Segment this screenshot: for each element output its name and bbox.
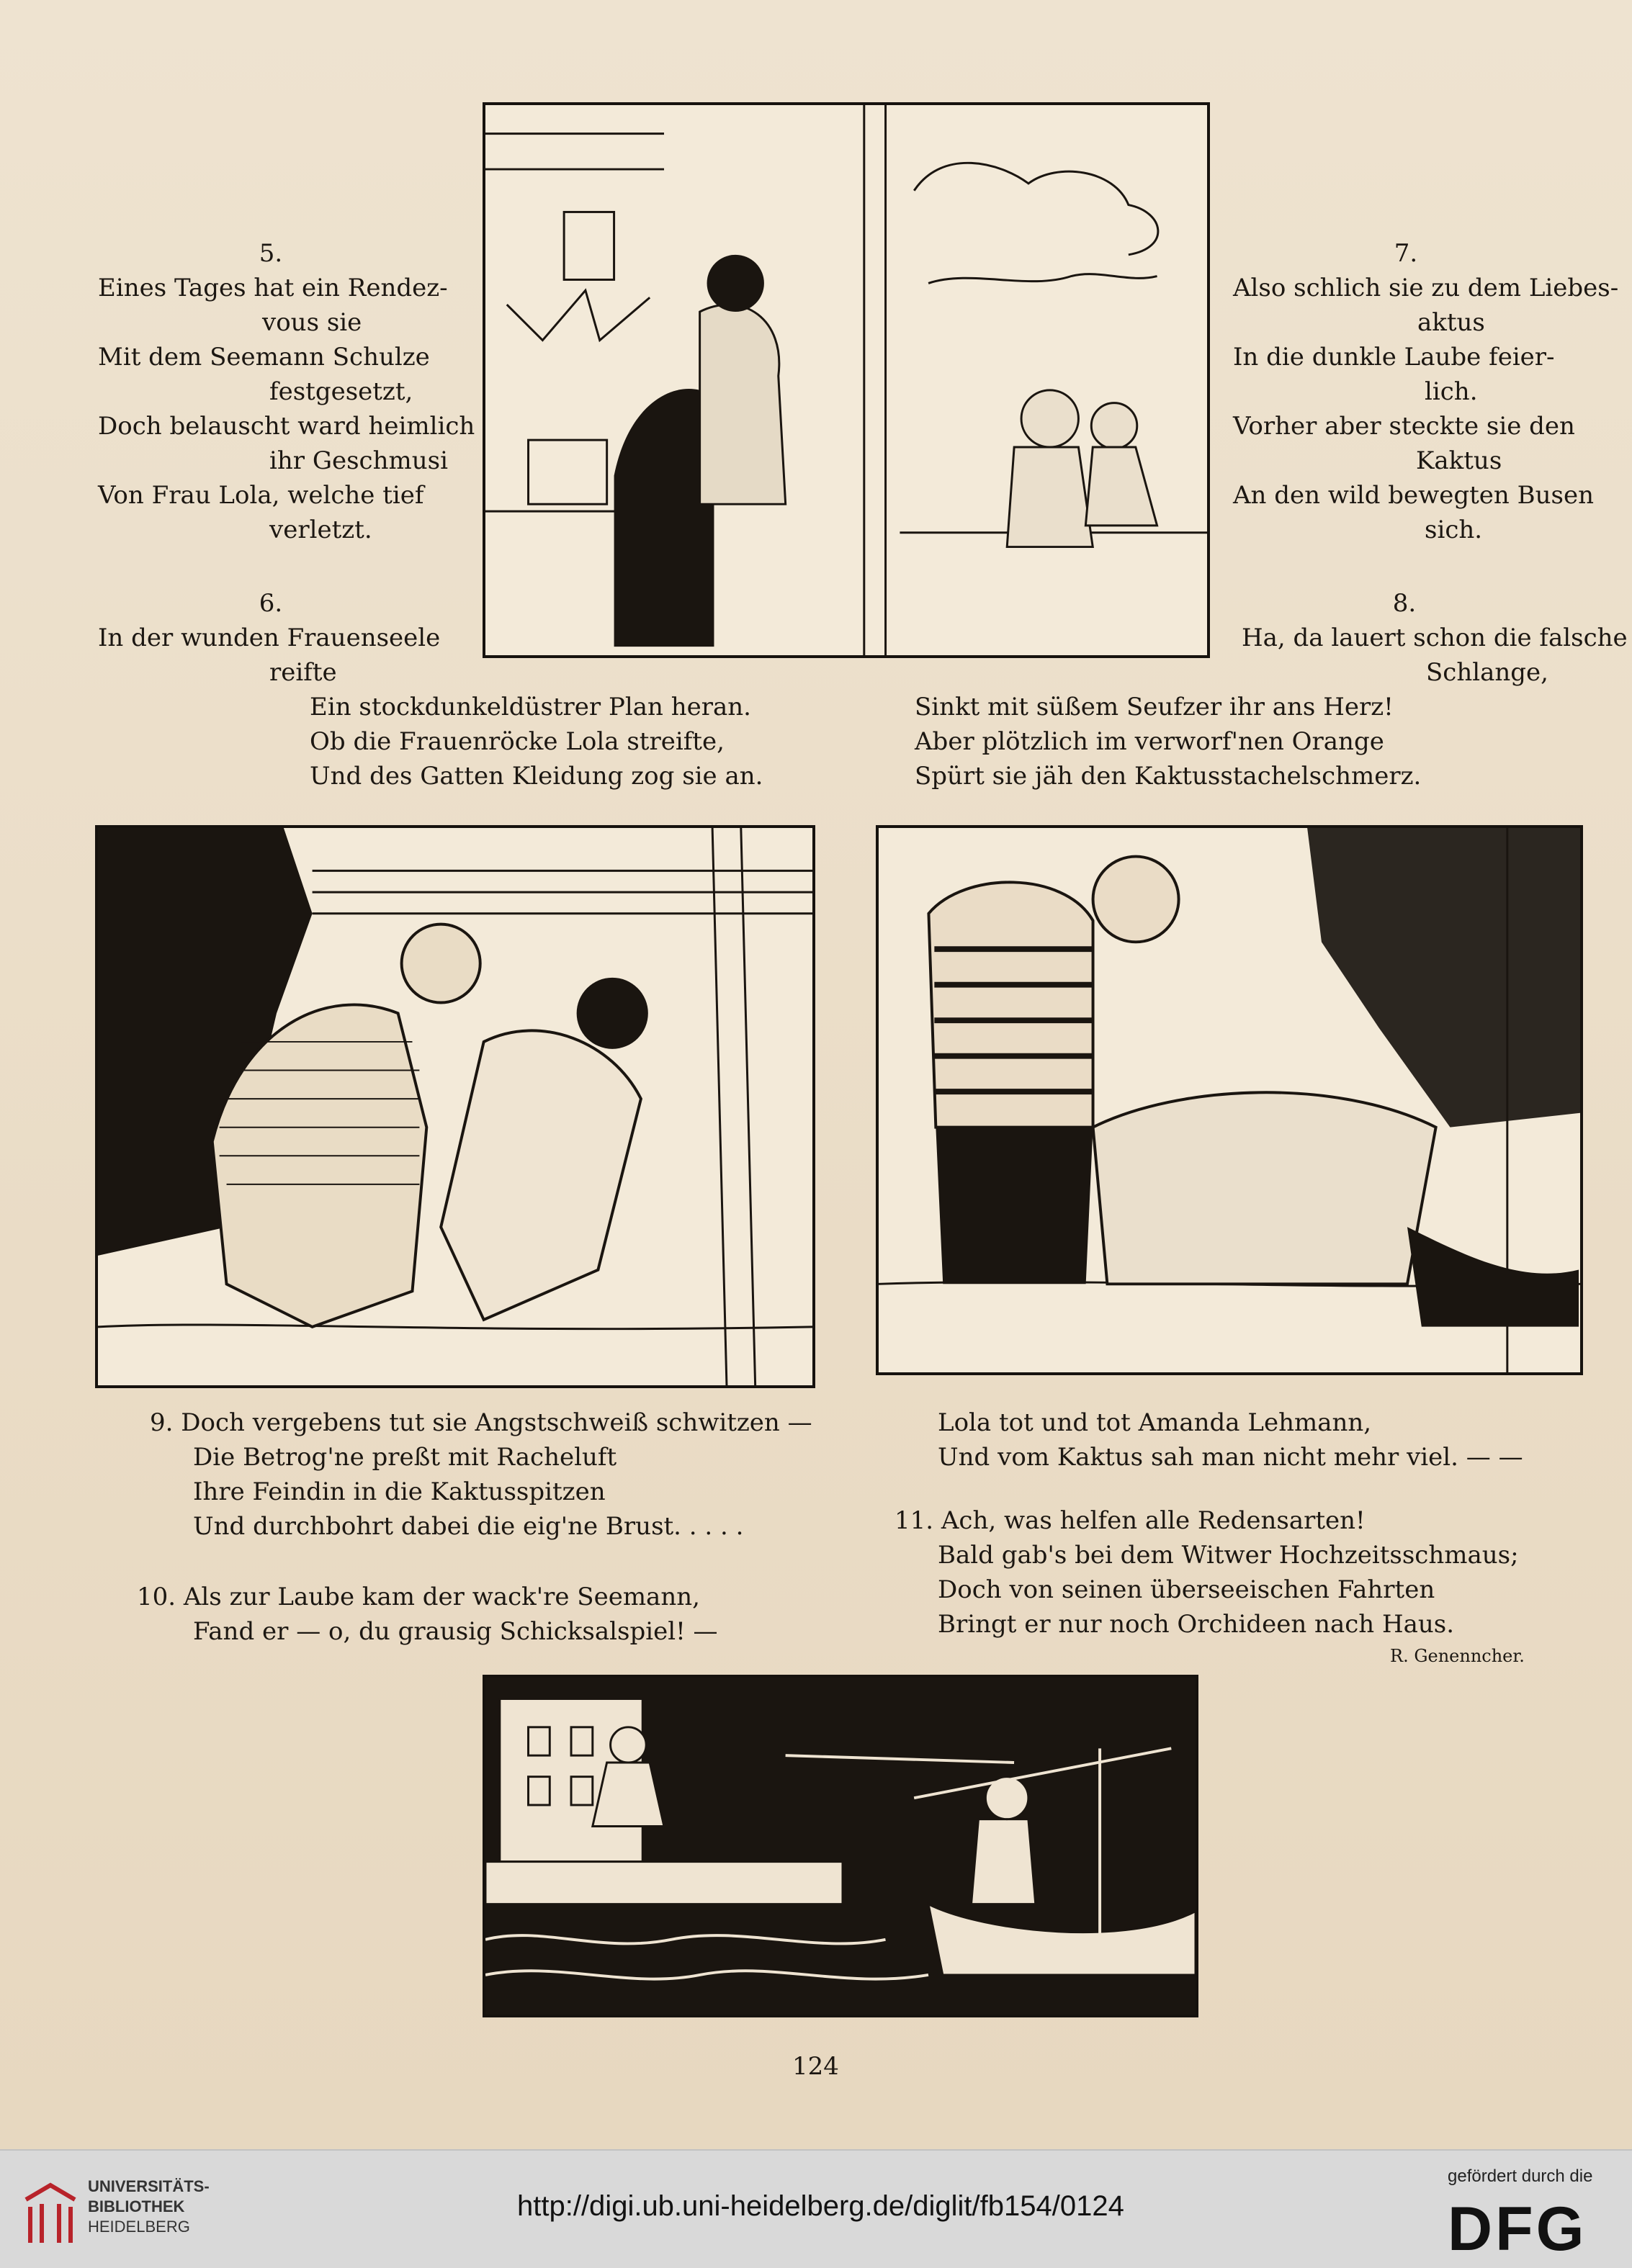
illustration-window-scene <box>483 102 1210 658</box>
stanza-9 <box>150 1405 812 1544</box>
verse-line: Von Frau Lola, welche tief <box>98 481 424 510</box>
verse-line: Ein stockdunkeldüstrer Plan heran. <box>310 693 751 721</box>
stanza-11 <box>895 1503 1586 1642</box>
verse-line: Und durchbohrt dabei die eig'ne Brust. . . . . <box>193 1512 744 1541</box>
verse-line: vous sie <box>262 308 362 337</box>
verse-line: Also schlich sie zu dem Liebes- <box>1233 274 1619 302</box>
verse-line: aktus <box>1417 308 1485 337</box>
illustration-ship-departure <box>483 1675 1198 2017</box>
library-name-line3: HEIDELBERG <box>88 2218 190 2236</box>
permalink-url[interactable]: http://digi.ub.uni-heidelberg.de/diglit/fb154/0124 <box>517 2190 1124 2222</box>
stanza-10-continued <box>938 1405 1586 1475</box>
verse-line: Fand er — o, du grausig Schicksalspiel! — <box>193 1617 718 1646</box>
verse-line: 10. Als zur Laube kam der wack're Seemann, <box>137 1583 700 1611</box>
stanza-number: 8. <box>1392 589 1417 618</box>
verse-line: Sinkt mit süßem Seufzer ihr ans Herz! <box>915 693 1394 721</box>
verse-line: Schlange, <box>1426 658 1548 687</box>
verse-line: Mit dem Seemann Schulze <box>98 343 430 372</box>
verse-line: lich. <box>1425 377 1478 406</box>
verse-line: Bringt er nur noch Orchideen nach Haus. <box>938 1610 1455 1639</box>
stanza-5 <box>98 236 475 547</box>
verse-line: reifte <box>269 658 337 687</box>
stanza-number: 7. <box>1394 239 1418 268</box>
funded-by-label: gefördert durch die <box>1448 2166 1593 2186</box>
verse-line: Ha, da lauert schon die falsche <box>1242 624 1628 652</box>
verse-line: An den wild bewegten Busen <box>1233 481 1594 510</box>
illustration-struggle <box>95 825 815 1388</box>
verse-line: verletzt. <box>269 516 372 544</box>
verse-line: 9. Doch vergebens tut sie Angstschweiß schwitzen — <box>150 1408 812 1437</box>
stanza-10 <box>137 1580 785 1649</box>
verse-line: Und des Gatten Kleidung zog sie an. <box>310 762 763 791</box>
stanza-7 <box>1233 236 1619 547</box>
author-signature: R. Genenncher. <box>1390 1646 1525 1666</box>
verse-line: Eines Tages hat ein Rendez- <box>98 274 448 302</box>
verse-line: Kaktus <box>1416 446 1502 475</box>
verse-line: Und vom Kaktus sah man nicht mehr viel. — — <box>938 1443 1523 1472</box>
stanza-number: 6. <box>259 589 283 618</box>
footer-bar <box>0 2149 1632 2268</box>
verse-line: Spürt sie jäh den Kaktusstachelschmerz. <box>915 762 1422 791</box>
library-name-line2: BIBLIOTHEK <box>88 2197 185 2215</box>
verse-line: Lola tot und tot Amanda Lehmann, <box>938 1408 1372 1437</box>
verse-line: Vorher aber steckte sie den <box>1233 412 1575 441</box>
verse-line: Bald gab's bei dem Witwer Hochzeitsschmaus; <box>938 1541 1519 1570</box>
verse-line: ihr Geschmusi <box>269 446 448 475</box>
verse-line: In die dunkle Laube feier- <box>1233 343 1555 372</box>
verse-line: In der wunden Frauenseele <box>98 624 441 652</box>
library-name <box>88 2177 210 2237</box>
verse-line: Die Betrog'ne preßt mit Racheluft <box>193 1443 617 1472</box>
verse-line: festgesetzt, <box>269 377 413 406</box>
library-name-line1: UNIVERSITÄTS- <box>88 2177 210 2195</box>
verse-line: Ihre Feindin in die Kaktusspitzen <box>193 1477 606 1506</box>
verse-line: Aber plötzlich im verworf'nen Orange <box>915 727 1384 756</box>
library-logo-icon <box>22 2171 79 2250</box>
verse-line: Doch von seinen überseeischen Fahrten <box>938 1575 1435 1604</box>
verse-line: Doch belauscht ward heimlich <box>98 412 475 441</box>
page-number: 124 <box>792 2052 839 2081</box>
illustration-seaman-discovery <box>876 825 1583 1375</box>
verse-line: 11. Ach, was helfen alle Redensarten! <box>895 1506 1366 1535</box>
verse-line: sich. <box>1425 516 1483 544</box>
verse-line: Ob die Frauenröcke Lola streifte, <box>310 727 725 756</box>
stanza-number: 5. <box>259 239 283 268</box>
dfg-logo: DFG <box>1448 2195 1587 2264</box>
